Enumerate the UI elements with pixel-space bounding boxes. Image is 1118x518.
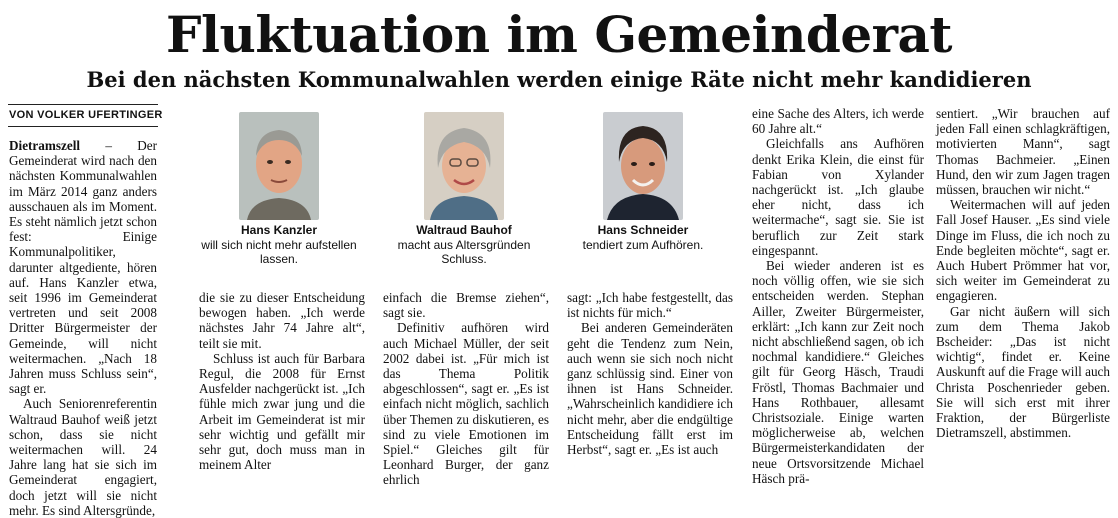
article-paragraph: Bei wieder anderen ist es noch völlig offen, wie sie sich entscheiden werden. Stephan Ailler, Zweiter Bürgermeister, erklärt: „Ich kann zur Zeit noch nicht abschließend sagen, ob ich nochmal kandidiere.“ Gleiches gilt für Georg Häsch, Traudi Fröstl, Thomas Bachmaier und Hans Rothbauer, allesamt Christsoziale. Einige warten möglicherweise ab, welchen Bürgermeisterkandidaten der neue Ortsvorsitzende Michael Häsch prä- <box>752 258 924 486</box>
lead-text: – Der Gemeinderat wird nach den nächsten Kommunalwahlen im März 2014 ganz anders ausschauen als im Moment. Es steht nämlich jetzt schon fest: Einige Kommunalpolitiker, darunter altgediente, hören auf. Hans Kanzler etwa, seit 1996 im Gemeinderat vertreten und seit 2008 Dritter Bürgermeister der Gemeinde, will nicht weitermachen. „Nach 18 Jahren muss Schluss sein“, sagt er. <box>9 138 157 397</box>
article-column-4 <box>567 290 733 457</box>
byline: VON VOLKER UFERTINGER <box>9 109 163 121</box>
caption-hans-schneider <box>563 223 723 252</box>
article-column-1 <box>9 138 157 518</box>
caption-hans-kanzler <box>199 223 359 267</box>
portrait-hans-kanzler <box>239 112 319 220</box>
caption-text: will sich nicht mehr aufstellen lassen. <box>201 237 357 266</box>
headline: Fluktuation im Gemeinderat <box>165 5 953 64</box>
article-column-6 <box>936 106 1110 440</box>
article-paragraph: eine Sache des Alters, ich werde 60 Jahre alt.“ <box>752 106 924 137</box>
caption-name: Hans Schneider <box>597 223 689 237</box>
article-paragraph: Definitiv aufhören wird auch Michael Müller, der seit 2002 dabei ist. „Für mich ist das Thema Politik abgeschlossen“, sagt er. „Es ist einfach nicht möglich, sachlich über Themen zu diskutieren, es sind zu viele Emotionen im Spiel.“ Gleiches gilt für Leonhard Burger, der ganz ehrlich <box>383 320 549 488</box>
caption-text: macht aus Altersgründen Schluss. <box>397 237 531 266</box>
article-column-2 <box>199 290 365 472</box>
article-paragraph: Gleichfalls ans Aufhören denkt Erika Klein, die einst für Fabian von Xylander nachgerückt ist. „Ich glaube eher nicht, dass ich weitermache“, sagt sie. Sie ist beruflich zur Zeit stark eingespannt. <box>752 136 924 258</box>
caption-name: Waltraud Bauhof <box>416 223 512 237</box>
article-paragraph <box>9 138 157 396</box>
byline-rule-bottom <box>8 126 158 127</box>
article-paragraph: die sie zu dieser Entscheidung bewogen haben. „Ich werde nächstes Jahr 74 Jahre alt“, teilt sie mit. <box>199 290 365 351</box>
article-paragraph: Weitermachen will auf jeden Fall Josef Hauser. „Es sind viele Dinge im Fluss, die ich noch zu Ende begleiten möchte“, sagt er. Auch Hubert Prömmer hat vor, sich weiter im Gemeinderat zu engagieren. <box>936 197 1110 304</box>
article-paragraph: sentiert. „Wir brauchen auf jeden Fall einen schlagkräftigen, motivierten Mann“, sagt Thomas Bachmeier. „Einen Hund, den wir zum Jagen tragen müssen, brauchen wir nicht.“ <box>936 106 1110 198</box>
article-paragraph: Auch Seniorenreferentin Waltraud Bauhof weiß jetzt schon, dass sie nicht weitermachen will. 24 Jahre lang hat sie sich im Gemeinderat engagiert, doch jetzt will sie nicht mehr. Es sind Altersgründe, <box>9 396 157 518</box>
article-paragraph: Bei anderen Gemeinderäten geht die Tendenz zum Nein, auch wenn sie sich noch nicht ganz schlüssig sind. Einer von ihnen ist Hans Schneider. „Wahrscheinlich kandidiere ich nicht mehr, aber die endgültige Entscheidung fällt erst im Herbst“, sagt er. „Es ist auch <box>567 320 733 458</box>
subheadline: Bei den nächsten Kommunalwahlen werden einige Räte nicht mehr kandidieren <box>86 67 1032 92</box>
article-paragraph: sagt: „Ich habe festgestellt, das ist nichts für mich.“ <box>567 290 733 321</box>
article-column-5 <box>752 106 924 486</box>
dateline: Dietramszell <box>9 138 81 153</box>
article-column-3 <box>383 290 549 488</box>
article-paragraph: Schluss ist auch für Barbara Regul, die 2008 für Ernst Ausfelder nachgerückt ist. „Ich fühle mich zwar jung und die Arbeit im Gemeinderat ist mir sehr wichtig und gefällt mir sehr gut, doch muss man in meinem Alter <box>199 350 365 473</box>
caption-waltraud-bauhof <box>384 223 544 267</box>
byline-rule-top <box>8 104 158 105</box>
article-paragraph: einfach die Bremse ziehen“, sagt sie. <box>383 290 549 321</box>
caption-name: Hans Kanzler <box>240 223 318 237</box>
portrait-hans-schneider <box>603 112 683 220</box>
caption-text: tendiert zum Aufhören. <box>582 237 704 252</box>
portrait-waltraud-bauhof <box>424 112 504 220</box>
article-paragraph: Gar nicht äußern will sich zum dem Thema Jakob Bscheider: „Das ist nicht wichtig“, findet er. Keine Auskunft auf die Frage will auch Christa Poschenrieder geben. Sie will sich erst mit ihrer Fraktion, der Bürgerliste Dietramszell, abstimmen. <box>936 303 1110 441</box>
